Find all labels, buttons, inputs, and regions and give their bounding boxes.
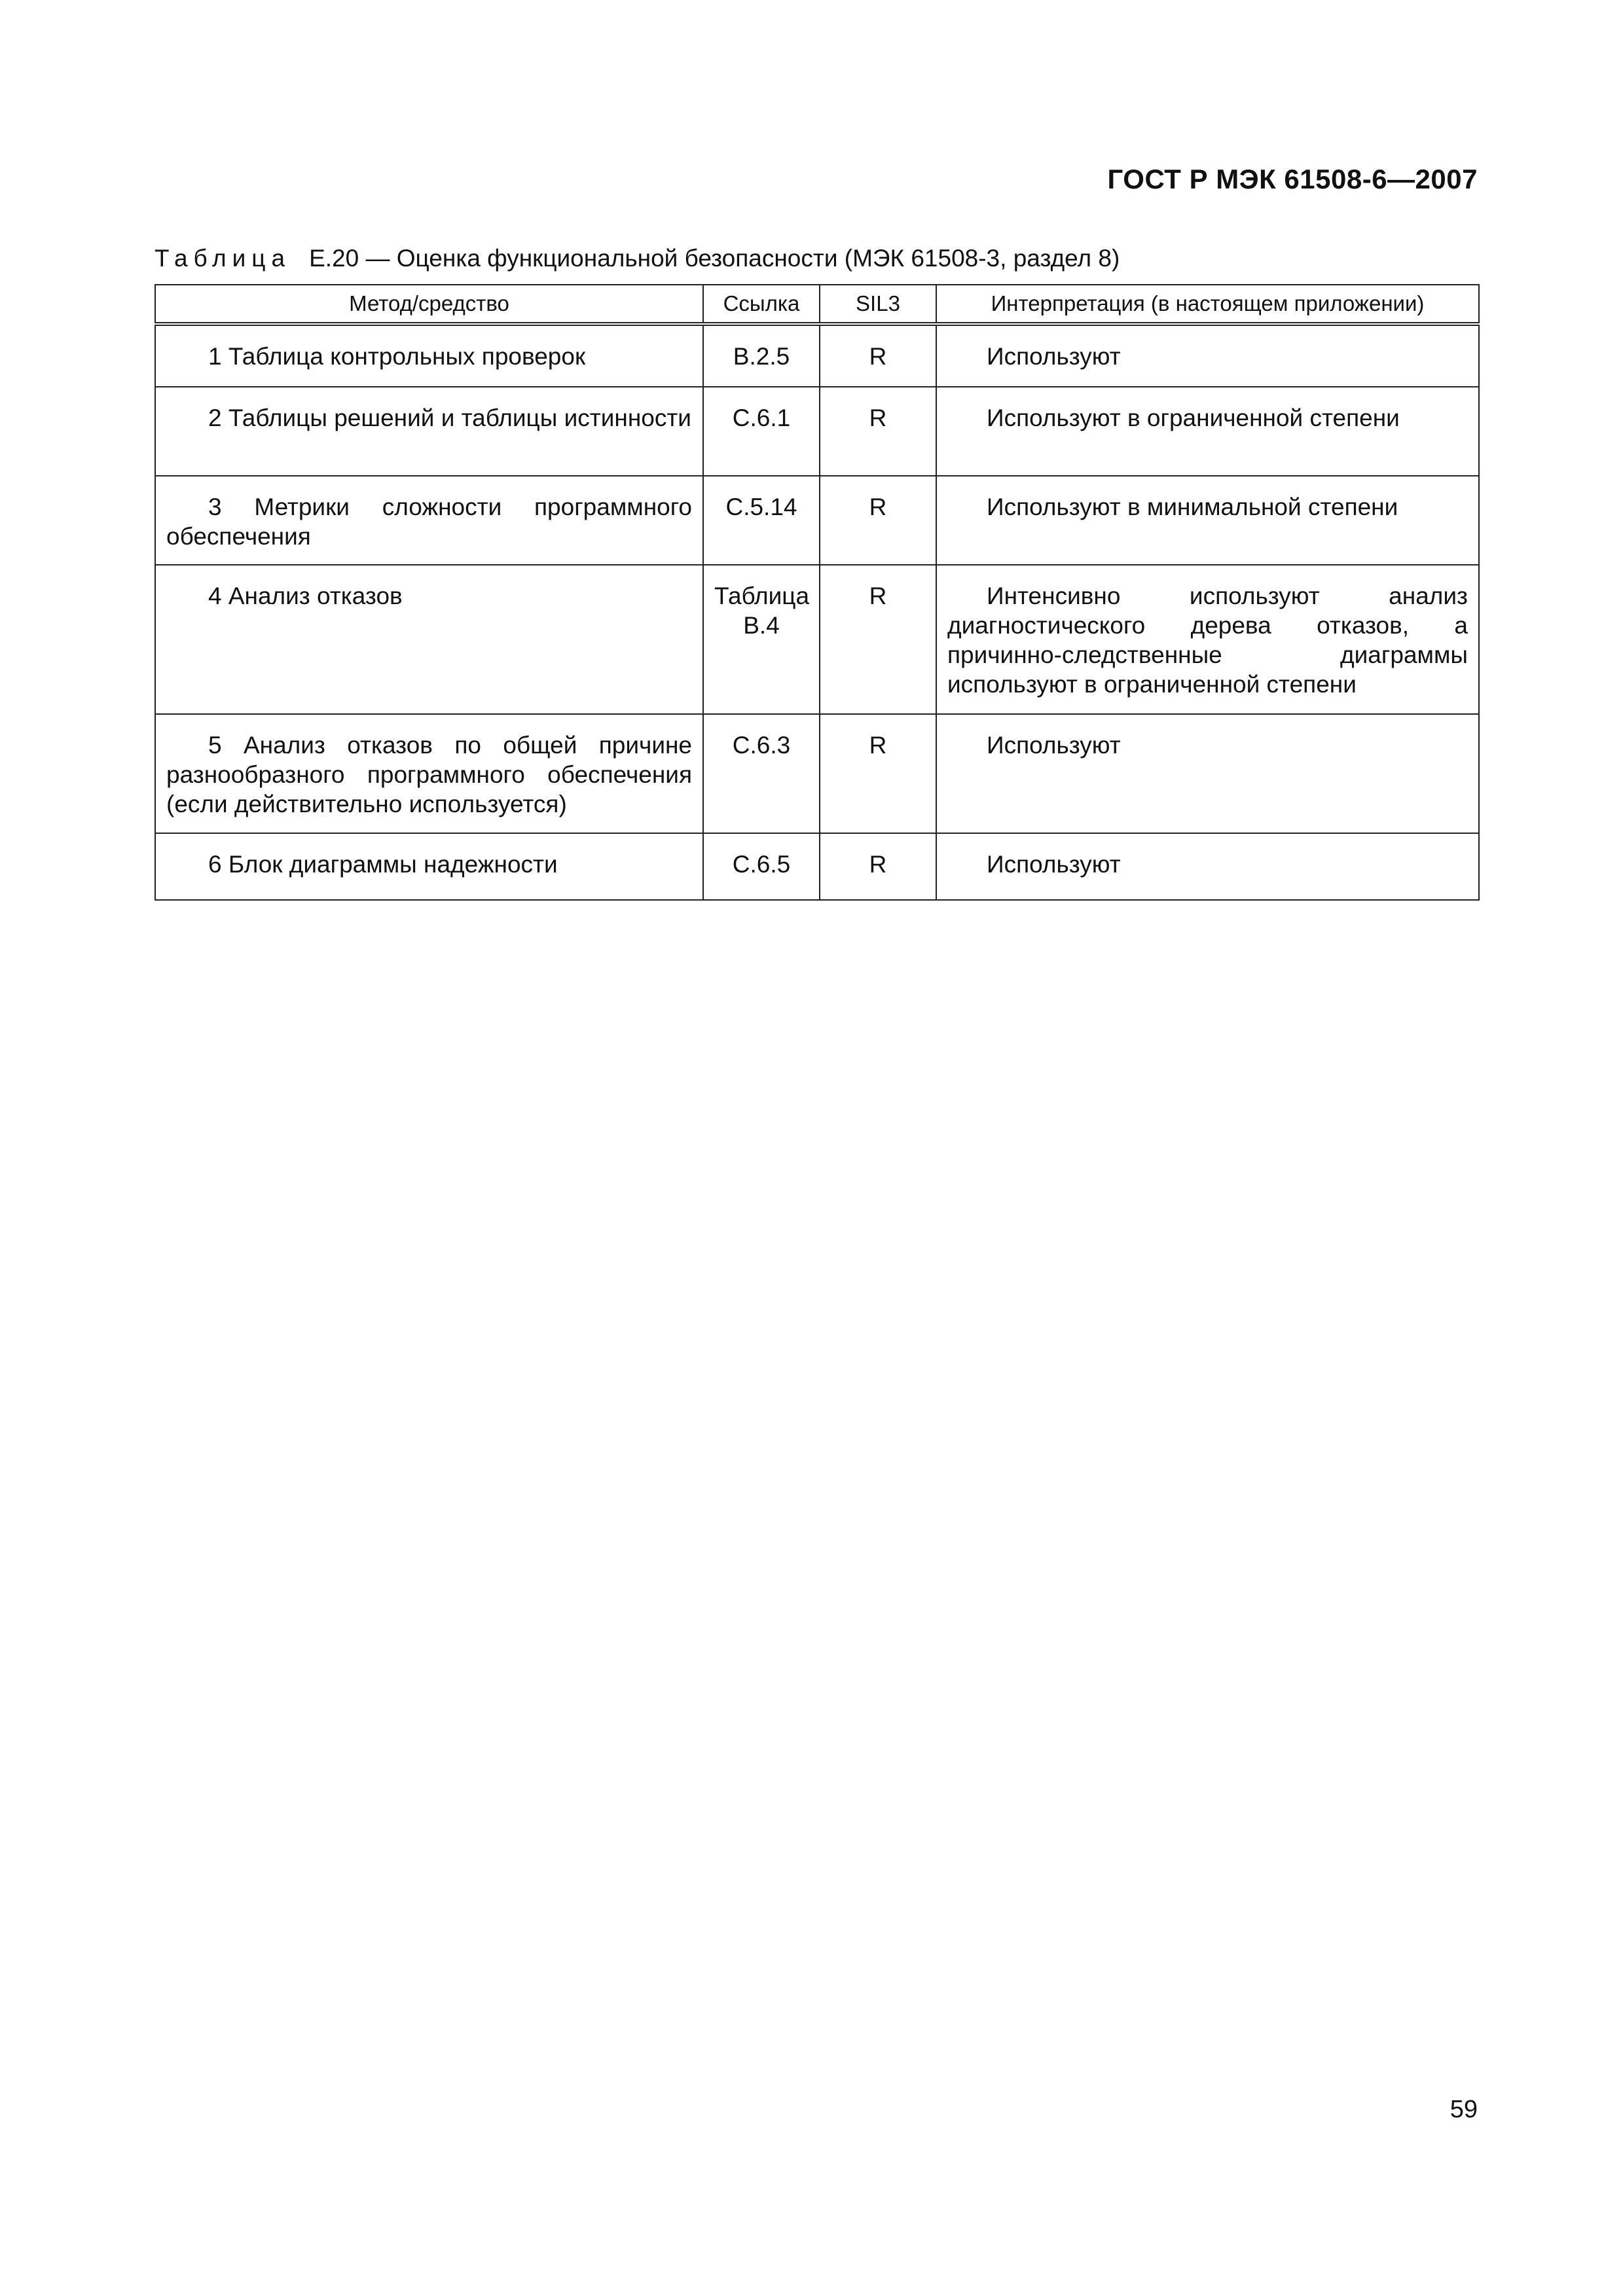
header-interpretation: Интерпретация (в настоящем приложении) bbox=[936, 285, 1479, 324]
sil-cell: R bbox=[820, 387, 936, 476]
reference-cell: С.5.14 bbox=[703, 476, 820, 565]
interpretation-cell: Используют bbox=[936, 833, 1479, 900]
interpretation-cell: Используют в ограниченной степени bbox=[936, 387, 1479, 476]
interpretation-cell: Используют в минимальной степени bbox=[936, 476, 1479, 565]
sil-cell: R bbox=[820, 565, 936, 714]
method-cell: 4 Анализ отказов bbox=[155, 565, 703, 714]
table-row bbox=[155, 714, 1479, 833]
sil-cell: R bbox=[820, 833, 936, 900]
page-number: 59 bbox=[1450, 2096, 1478, 2123]
interpretation-cell: Используют bbox=[936, 324, 1479, 387]
method-cell: 2 Таблицы решений и таблицы истинности bbox=[155, 387, 703, 476]
table-row bbox=[155, 565, 1479, 714]
table-row bbox=[155, 387, 1479, 476]
method-cell: 3 Метрики сложности программного обеспечения bbox=[155, 476, 703, 565]
interpretation-cell: Интенсивно используют анализ диагностического дерева отказов, а причинно-следственные диаграммы используют в ограниченной степени bbox=[936, 565, 1479, 714]
table-caption bbox=[155, 245, 1120, 272]
table-row bbox=[155, 324, 1479, 387]
sil-cell: R bbox=[820, 714, 936, 833]
safety-assessment-table bbox=[155, 284, 1480, 901]
header-reference: Ссылка bbox=[703, 285, 820, 324]
header-sil: SIL3 bbox=[820, 285, 936, 324]
document-header: ГОСТ Р МЭК 61508-6—2007 bbox=[1107, 164, 1478, 194]
method-cell: 6 Блок диаграммы надежности bbox=[155, 833, 703, 900]
caption-title: Е.20 — Оценка функциональной безопасности (МЭК 61508-3, раздел 8) bbox=[309, 245, 1120, 272]
reference-cell: С.6.5 bbox=[703, 833, 820, 900]
table-row bbox=[155, 833, 1479, 900]
method-cell: 1 Таблица контрольных проверок bbox=[155, 324, 703, 387]
reference-cell: С.6.3 bbox=[703, 714, 820, 833]
reference-cell: С.6.1 bbox=[703, 387, 820, 476]
caption-label: Таблица bbox=[155, 245, 291, 272]
header-method: Метод/средство bbox=[155, 285, 703, 324]
sil-cell: R bbox=[820, 324, 936, 387]
sil-cell: R bbox=[820, 476, 936, 565]
table-row bbox=[155, 476, 1479, 565]
interpretation-cell: Используют bbox=[936, 714, 1479, 833]
method-cell: 5 Анализ отказов по общей причине разнообразного программного обеспечения (если действительно используется) bbox=[155, 714, 703, 833]
reference-cell: В.2.5 bbox=[703, 324, 820, 387]
table-header-row bbox=[155, 285, 1479, 324]
reference-cell: Таблица В.4 bbox=[703, 565, 820, 714]
